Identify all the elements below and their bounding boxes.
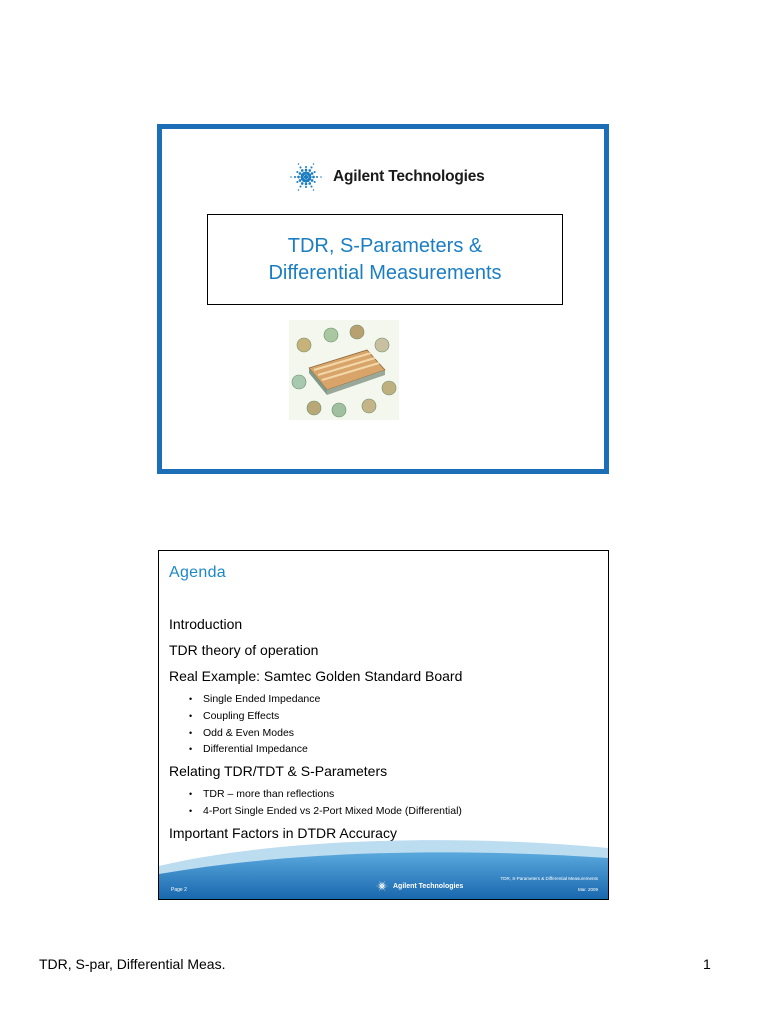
page-footer-title: TDR, S-par, Differential Meas. <box>39 956 226 972</box>
agenda-item <box>169 641 462 659</box>
agenda-item-label: Relating TDR/TDT & S-Parameters <box>169 763 388 780</box>
agenda-sublist <box>169 786 462 820</box>
agenda-subitem: • 4-Port Single Ended vs 2-Port Mixed Mode (Differential) <box>189 803 462 820</box>
agenda-subitem: • TDR – more than reflections <box>189 786 462 803</box>
agenda-subitem: • Odd & Even Modes <box>189 725 462 742</box>
footer-page-label: Page 2 <box>171 887 187 893</box>
title-box <box>207 214 563 305</box>
title-slide <box>157 124 609 474</box>
agenda-sublist <box>169 691 462 758</box>
agenda-item-label: TDR theory of operation <box>169 642 319 658</box>
agenda-item <box>169 615 462 633</box>
agenda-slide <box>158 550 609 900</box>
agilent-spark-icon <box>375 879 389 893</box>
agenda-title: Agenda <box>169 564 226 581</box>
slide-title-line-2: Differential Measurements <box>268 261 502 284</box>
agenda-item-label: Introduction <box>169 616 243 632</box>
agenda-item-label: Real Example: Samtec Golden Standard Board <box>169 668 463 684</box>
title-slide-canvas <box>162 129 604 469</box>
agenda-item <box>169 667 462 685</box>
agilent-brand-text: Agilent Technologies <box>333 168 485 185</box>
agenda-item-label: Important Factors in DTDR Accuracy <box>169 824 397 841</box>
footer-date: Mar. 2009 <box>577 887 598 892</box>
agenda-list <box>169 615 462 850</box>
footer-doc-title: TDR, S-Parameters & Differential Measurements <box>500 876 598 881</box>
agilent-spark-icon <box>287 158 325 196</box>
footer-agilent-logo <box>375 879 463 893</box>
page-number: 1 <box>703 956 711 972</box>
agenda-subitem: • Differential Impedance <box>189 741 462 758</box>
agenda-subitem: • Coupling Effects <box>189 708 462 725</box>
agenda-item <box>169 762 462 780</box>
agilent-logo <box>287 158 485 196</box>
slide-title-line-1: TDR, S-Parameters & <box>287 234 483 257</box>
agenda-subitem: • Single Ended Impedance <box>189 691 462 708</box>
board-illustration <box>289 320 399 420</box>
footer-brand-text: Agilent Technologies <box>393 882 464 890</box>
